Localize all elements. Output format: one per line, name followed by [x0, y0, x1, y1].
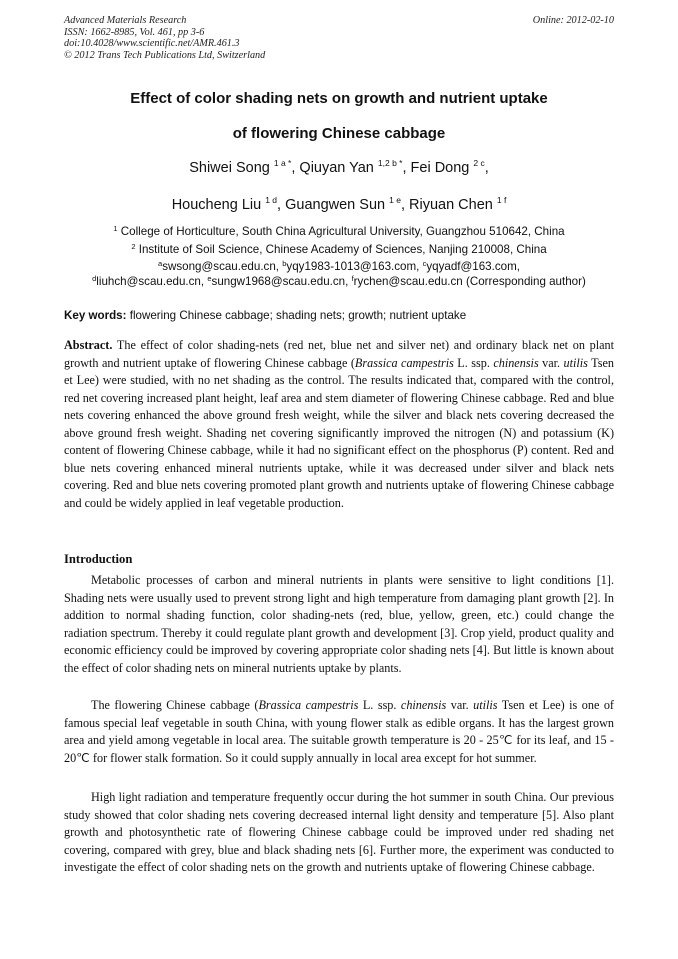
introduction-heading: Introduction	[64, 552, 133, 566]
species-name: utilis	[563, 355, 588, 370]
email-sup: e	[207, 274, 212, 283]
paper-title-line-2: of flowering Chinese cabbage	[232, 125, 446, 142]
affiliation-sup: 2	[131, 242, 136, 251]
intro-paragraph-1: Metabolic processes of carbon and mineral nutrients in plants were sensitive to light conditions [1]. Shading nets were usually used to prevent strong light and high temperature from damaging plant growth [2]. In addition to normal shading function, color shading-nets (red, blue, yellow, green, etc.) could change the radiation spectrum. Thereby it could regulate plant growth and development [3]. Crop yield, product quality and economic efficiency could be improved by covering appropriate color shading nets [4]. But little is known about the effect of color shading nets on mineral nutrients uptake by plants.	[64, 573, 614, 675]
author-sup: 1 f	[496, 195, 507, 205]
intro-paragraph-2	[64, 697, 614, 767]
keywords-text: flowering Chinese cabbage; shading nets; growth; nutrient uptake	[129, 309, 467, 322]
paragraph-text: The flowering Chinese cabbage (	[91, 698, 259, 712]
affiliation-2	[40, 243, 638, 256]
affiliation-sup: 1	[113, 224, 118, 233]
email-sup: f	[351, 274, 354, 283]
email-link[interactable]: swsong@scau.edu.cn,	[162, 260, 280, 273]
keywords	[64, 309, 466, 322]
email-sup: a	[158, 259, 163, 268]
intro-paragraph-3: High light radiation and temperature frequently occur during the hot summer in south China. Our previous study showed that color shading nets covering decreased internal light density and temperature [5]. Also plant growth and photosynthetic rate of flowering Chinese cabbage could be improved under red shading net covering, compared with grey, blue and black shading nets [6]. Further more, the experiment was conducted to investigate the effect of color shading nets on the growth and nutrients uptake of flowering Chinese cabbage.	[64, 790, 614, 874]
paragraph-text: L. ssp.	[358, 698, 401, 712]
author-line-1: Shiwei Song $^{1 a *}$, Qiuyan Yan $^{1,2 b *}$, Fei Dong $^{2 c}$,	[189, 158, 489, 176]
author-sup: 1 a *	[273, 158, 292, 168]
paragraph-text: var.	[446, 698, 474, 712]
abstract	[64, 337, 614, 512]
email-link[interactable]: sungw1968@scau.edu.cn,	[211, 275, 349, 288]
journal-header	[64, 15, 265, 61]
email-line-1	[40, 260, 638, 273]
paragraph-text: Tsen et Lee) is one of famous special leaf vegetable in south China, with young flower stalk as edible organs. It has the largest grown area and yield among vegetable in local area. The suitable growth temperature is 20 - 25℃ for its leaf, and 15 - 20℃ for flower stalk formation. So it could supply annually in local area except for hot summer.	[64, 698, 614, 765]
author-name: Riyuan Chen	[409, 197, 493, 213]
journal-name: Advanced Materials Research	[64, 15, 187, 26]
affiliation-text: College of Horticulture, South China Agricultural University, Guangzhou 510642, China	[120, 225, 565, 238]
species-name: Brassica campestris	[258, 698, 359, 712]
email-sup: c	[422, 259, 427, 268]
abstract-text: var.	[538, 355, 564, 370]
doi-line: doi:10.4028/www.scientific.net/AMR.461.3	[64, 38, 240, 50]
author-name: Guangwen Sun	[285, 197, 386, 213]
email-line-2	[40, 275, 638, 288]
author-sup: 1 d	[265, 195, 278, 205]
affiliation-text: Institute of Soil Science, Chinese Academy of Sciences, Nanjing 210008, China	[138, 243, 547, 256]
species-name: chinensis	[400, 698, 447, 712]
author-name: Shiwei Song	[189, 160, 270, 176]
issn-line: ISSN: 1662-8985, Vol. 461, pp 3-6	[64, 26, 205, 38]
author-name: Houcheng Liu	[171, 197, 262, 213]
abstract-text: The effect of color shading-nets (red net, blue net and silver net) and ordinary black net on plant growth and nutrient uptake of flowering Chinese cabbage (	[64, 338, 615, 370]
email-link[interactable]: yqy1983-1013@163.com,	[286, 260, 420, 273]
abstract-text: L. ssp.	[453, 355, 494, 370]
author-name: Fei Dong	[410, 160, 470, 176]
email-sup: d	[92, 274, 97, 283]
abstract-label: Abstract.	[64, 338, 113, 352]
copyright-line: © 2012 Trans Tech Publications Ltd, Switzerland	[64, 49, 266, 61]
author-sup: 1 e	[389, 195, 401, 205]
keywords-label: Key words:	[64, 309, 127, 322]
affiliation-1	[40, 225, 638, 238]
species-name: Brassica campestris	[354, 355, 454, 370]
species-name: utilis	[473, 698, 498, 712]
author-line-2: Houcheng Liu $^{1 d}$, Guangwen Sun $^{1 e}$, Riyuan Chen $^{1 f}$	[171, 195, 507, 213]
author-sup: 1,2 b *	[377, 158, 403, 168]
email-sup: b	[282, 259, 287, 268]
abstract-text: Tsen et Lee) were studied, with no net shading as the control. The results indicated that, compared with the control, red net covering increased plant height, leaf area and stem diameter of flowering Chinese cabbage. Red and blue nets covering enhanced the above ground fresh weight, while the silver and black nets covering decreased the above ground fresh weight. Shading net covering significantly improved the nitrogen (N) and potassium (K) content of flowering Chinese cabbage, while it had no significant effect on the phosphorus (P) content. Red and blue nets covering enhanced mineral nutrients uptake, while it was decreased under silver and black nets covering. Red and blue nets covering promoted plant growth and nutrients uptake of flowering Chinese cabbage and could be widely applied in leaf vegetable production.	[64, 355, 614, 510]
email-link[interactable]: rychen@scau.edu.cn (Corresponding author)	[353, 275, 586, 288]
paper-title-line-1: Effect of color shading nets on growth and nutrient uptake	[130, 90, 548, 107]
online-date: Online: 2012-02-10	[532, 15, 614, 26]
email-link[interactable]: yqyadf@163.com,	[426, 260, 520, 273]
email-link[interactable]: liuhch@scau.edu.cn,	[96, 275, 205, 288]
author-name: Qiuyan Yan	[299, 160, 374, 176]
author-sup: 2 c	[473, 158, 485, 168]
species-name: chinensis	[493, 355, 539, 370]
